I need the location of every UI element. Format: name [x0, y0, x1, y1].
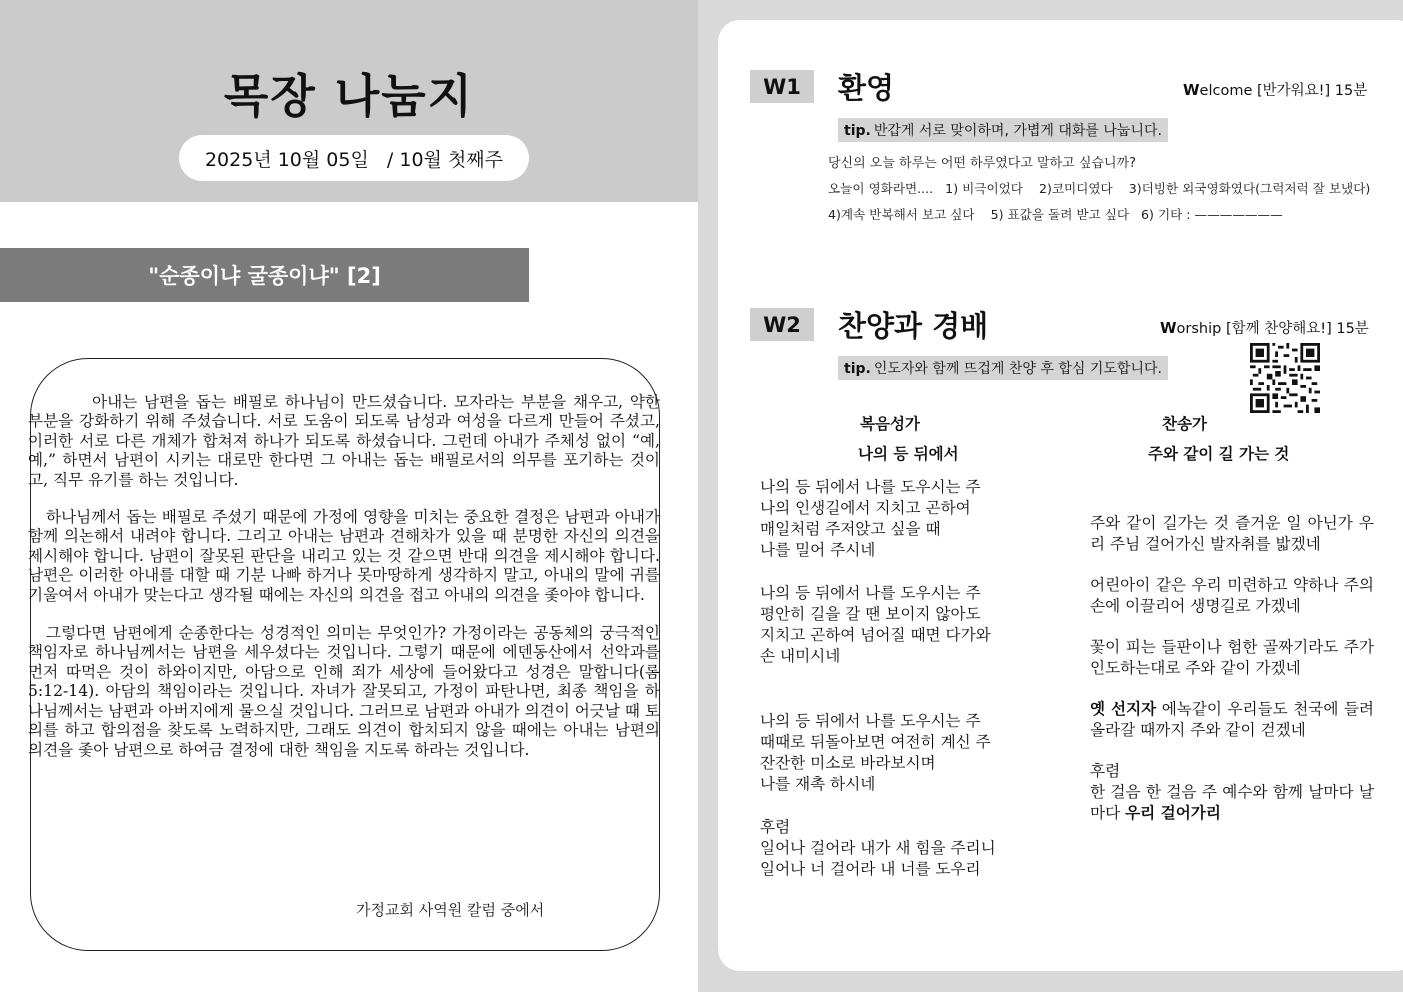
qr-code-icon[interactable] — [1250, 343, 1320, 413]
w1-question: 당신의 오늘 하루는 어떤 하루였다고 말하고 싶습니까? — [828, 156, 1136, 171]
song2-stanza-3: 꽃이 피는 들판이나 험한 골짜기라도 주가 인도하는대로 주와 같이 가겠네 — [1090, 638, 1374, 677]
w1-subtitle-rest: elcome [반가워요!] 15분 — [1199, 83, 1368, 99]
date-text: 2025년 10월 05일 / 10월 첫째주 — [204, 148, 504, 171]
song2-title: 주와 같이 길 가는 것 — [1148, 445, 1290, 463]
song1-title: 나의 등 뒤에서 — [858, 445, 959, 463]
song1-refrain: 후렴 일어나 걸어라 내가 새 힘을 주리니 일어나 너 걸어라 내 너를 도우리 — [760, 818, 996, 878]
song2-stanza-1: 주와 같이 길가는 것 즐거운 일 아닌가 우리 주님 걸어가신 발자취를 밟겠네 — [1090, 514, 1374, 553]
date-pill — [179, 135, 529, 181]
w1-tip-text: 반갑게 서로 맞이하며, 가볍게 대화를 나눕니다. — [873, 123, 1162, 139]
w2-tip-label: tip. — [844, 361, 871, 377]
song2-refrain-bold: 우리 걸어가리 — [1125, 804, 1221, 822]
w2-tag: W2 — [750, 308, 814, 341]
song1-stanza-3: 나의 등 뒤에서 나를 도우시는 주 때때로 뒤돌아보면 여전히 계신 주 잔잔한 미소로 바라보시며 나를 재촉 하시네 — [760, 712, 991, 793]
song2-refrain-label: 후렴 — [1090, 762, 1121, 780]
w1-subtitle-initial: W — [1183, 81, 1200, 99]
song1-category: 복음성가 — [860, 415, 920, 433]
song2-stanza-4-text: 에녹같이 우리들도 천국에 들려 올라갈 때까지 주와 같이 걷겠네 — [1090, 700, 1374, 739]
w1-title: 환영 — [838, 71, 895, 105]
column-credit: 가정교회 사역원 칼럼 중에서 — [356, 901, 545, 919]
song2-refrain-text: 한 걸음 한 걸음 주 예수와 함께 날마다 날마다 — [1090, 783, 1374, 822]
song2-stanza-4-bold: 옛 선지자 — [1090, 700, 1157, 718]
w1-subtitle — [1183, 79, 1367, 100]
w2-subtitle-initial: W — [1160, 319, 1177, 337]
w2-tip-text: 인도자와 함께 뜨겁게 찬양 후 합심 기도합니다. — [873, 361, 1162, 377]
song2-category: 찬송가 — [1162, 415, 1207, 433]
song1-stanza-2: 나의 등 뒤에서 나를 도우시는 주 평안히 길을 갈 땐 보이지 않아도 지치고 곤하여 넘어질 때면 다가와 손 내미시네 — [760, 584, 991, 665]
song2-refrain — [1090, 782, 1374, 824]
w2-subtitle — [1160, 317, 1369, 338]
column-paragraph-3: 그렇다면 남편에게 순종한다는 성경적인 의미는 무엇인가? 가정이라는 공동체의 궁극적인 책임자로 하나님께서는 남편을 세우셨다는 것입니다. 그렇기 때문에 에덴동산에서 선악과를 먼저 따먹은 것이 하와이지만, 아담으로 인해 죄가 세상에 들어왔다고 성경은 말합니다(롬 5:12-14). 아담의 책임이라는 것입니다. 자녀가 잘못되고, 가정이 파탄나면, 최종 책임을 하나님께서는 남편과 아버지에게 물으실 것입니다. 그러므로 남편과 아내가 의견이 어긋날 때 토의를 하고 합의점을 찾도록 노력하지만, 그래도 의견이 합치되지 않을 때에는 아내는 남편의 의견을 좇아 남편으로 하여금 결정에 대한 책임을 지도록 하라는 것입니다. — [28, 624, 660, 759]
column-body — [28, 393, 660, 779]
song1-lyrics — [760, 477, 1060, 880]
column-paragraph-2: 하나님께서 돕는 배필로 주셨기 때문에 가정에 영향을 미치는 중요한 결정은 남편과 아내가 함께 의논해서 내려야 합니다. 그리고 아내는 남편과 견해차가 있을 때 분명한 자신의 의견을 제시해야 합니다. 남편이 잘못된 판단을 내리고 있는 것 같으면 반대 의견을 제시해야 합니다. 남편은 이러한 아내를 대할 때 기분 나빠 하거나 못마땅하게 생각하지 말고, 아내의 말에 귀를 기울여서 아내가 맞는다고 생각될 때에는 자신의 의견을 접고 아내의 의견을 좇아야 합니다. — [28, 508, 660, 604]
w1-options-line-1: 오늘이 영화라면.... 1) 비극이었다 2)코미디였다 3)더빙한 외국영화였다(그럭저럭 잘 보냈다) — [828, 181, 1371, 196]
w1-tip — [838, 118, 1168, 142]
w2-tip — [838, 356, 1168, 380]
sermon-title: "순종이냐 굴종이냐" [2] — [148, 264, 381, 288]
sermon-title-bar — [0, 248, 529, 302]
page-title: 목장 나눔지 — [223, 69, 475, 123]
w1-options-line-2: 4)계속 반복해서 보고 싶다 5) 표값을 돌려 받고 싶다 6) 기타 : ——————— — [828, 207, 1283, 222]
w1-tip-label: tip. — [844, 123, 871, 139]
column-paragraph-1: 아내는 남편을 돕는 배필로 하나님이 만드셨습니다. 모자라는 부분을 채우고, 약한 부분을 강화하기 위해 주셨습니다. 서로 도움이 되도록 남성과 여성을 다르게 만들어 주셨고, 이러한 서로 다른 개체가 합쳐져 하나가 되도록 하셨습니다. 그런데 아내가 주체성 없이 “예, 예,” 하면서 남편이 시키는 대로만 한다면 그 아내는 돕는 배필로서의 의무를 포기하는 것이고, 직무 유기를 하는 것입니다. — [28, 393, 660, 489]
w1-tag: W1 — [750, 70, 814, 103]
w2-title: 찬양과 경배 — [838, 309, 989, 343]
w2-subtitle-rest: orship [함께 찬양해요!] 15분 — [1176, 321, 1369, 337]
song2-stanza-2: 어린아이 같은 우리 미련하고 약하나 주의 손에 이끌리어 생명길로 가겠네 — [1090, 576, 1374, 615]
song2-stanza-4 — [1090, 699, 1374, 741]
song1-stanza-1: 나의 등 뒤에서 나를 도우시는 주 나의 인생길에서 지치고 곤하여 매일처럼 주저앉고 싶을 때 나를 밀어 주시네 — [760, 478, 981, 559]
song2-lyrics — [1090, 513, 1374, 824]
